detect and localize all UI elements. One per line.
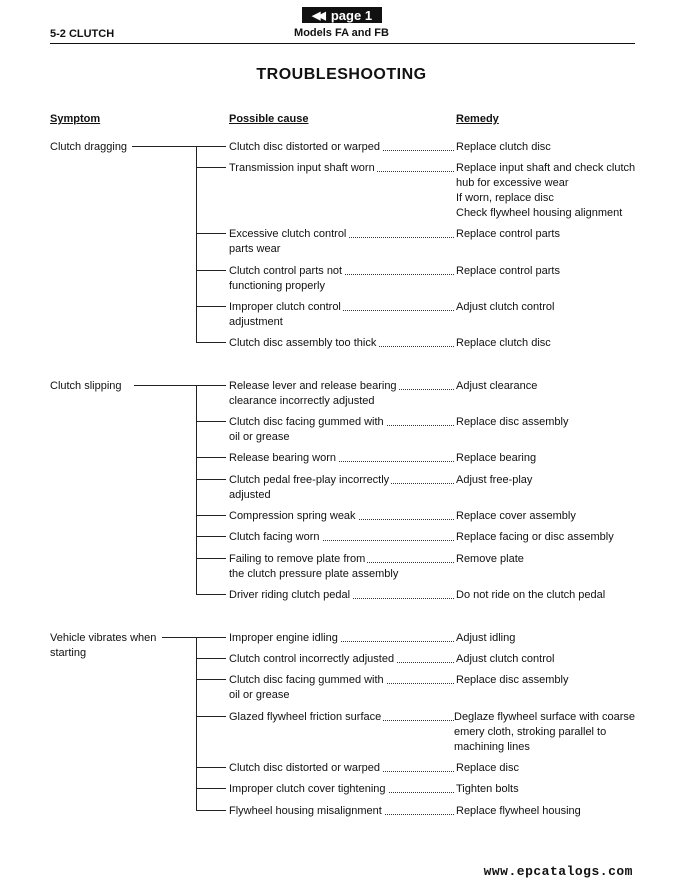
- bracket-vertical-line: [196, 637, 197, 810]
- cause-text: [229, 710, 383, 725]
- bracket-branch-line: [196, 788, 226, 789]
- cause-line: oil or grease: [229, 689, 290, 701]
- header-divider: [50, 43, 635, 44]
- remedy-text: Replace disc assembly: [456, 416, 569, 428]
- bracket-branch-line: [196, 637, 226, 638]
- bracket-vertical-line: [196, 146, 197, 342]
- bracket-branch-line: [196, 594, 226, 595]
- remedy-text: Replace disc: [456, 762, 519, 774]
- remedy-text: Do not ride on the clutch pedal: [456, 589, 606, 601]
- bracket-branch-line: [196, 479, 226, 480]
- bracket-branch-line: [196, 167, 226, 168]
- cause-line: Improper engine idling: [229, 632, 338, 644]
- cause-text: [229, 567, 400, 582]
- cause-line: Release bearing worn: [229, 452, 337, 464]
- remedy-text: Replace control parts: [456, 265, 560, 277]
- remedy-text: Replace facing or disc assembly: [456, 531, 614, 543]
- bracket-vertical-line: [196, 385, 197, 594]
- remedy-text: Adjust free-play: [456, 474, 533, 486]
- symptom-connector-line: [132, 146, 196, 147]
- remedy-text: Replace cover assembly: [456, 510, 576, 522]
- remedy-text: Tighten bolts: [456, 783, 519, 795]
- bracket-branch-line: [196, 421, 226, 422]
- bracket-branch-line: [196, 658, 226, 659]
- cause-line: Clutch control incorrectly adjusted: [229, 653, 395, 665]
- remedy-text: Replace control parts: [456, 228, 560, 240]
- symptom-column-header: Symptom: [50, 113, 101, 125]
- bracket-branch-line: [196, 385, 226, 386]
- cause-text: [229, 782, 388, 797]
- cause-text: [229, 242, 282, 257]
- cause-line: clearance incorrectly adjusted: [229, 395, 375, 407]
- cause-line: Clutch disc facing gummed with: [229, 674, 384, 686]
- page-link-label: page 1: [330, 7, 373, 23]
- cause-text: [229, 140, 382, 155]
- cause-line: adjustment: [229, 316, 283, 328]
- cause-text: [229, 509, 358, 524]
- cause-line: parts wear: [229, 243, 281, 255]
- symptom-text: starting: [50, 647, 87, 659]
- cause-line: Clutch facing worn: [229, 531, 320, 543]
- remedy-text: Deglaze flywheel surface with coarse: [454, 711, 635, 723]
- cause-text: [229, 264, 344, 279]
- cause-line: Clutch pedal free-play incorrectly: [229, 474, 390, 486]
- remedy-text: If worn, replace disc: [456, 192, 554, 204]
- cause-text: [229, 336, 378, 351]
- cause-text: [229, 552, 367, 567]
- cause-text: [229, 451, 338, 466]
- remedy-text: Replace clutch disc: [456, 337, 551, 349]
- cause-text: [229, 394, 377, 409]
- cause-text: [229, 300, 343, 315]
- page-1-link-button[interactable]: [302, 7, 382, 23]
- cause-line: Release lever and release bearing: [229, 380, 397, 392]
- cause-column-header: Possible cause: [229, 113, 309, 125]
- cause-line: Compression spring weak: [229, 510, 356, 522]
- cause-line: Clutch disc distorted or warped: [229, 762, 381, 774]
- remedy-text: Adjust clutch control: [456, 653, 555, 665]
- remedy-text: Adjust clearance: [456, 380, 538, 392]
- cause-line: Improper clutch cover tightening: [229, 783, 386, 795]
- cause-text: [229, 227, 348, 242]
- cause-line: Excessive clutch control: [229, 228, 347, 240]
- bracket-branch-line: [196, 767, 226, 768]
- cause-text: [229, 673, 386, 688]
- cause-text: [229, 315, 285, 330]
- remedy-text: Replace input shaft and check clutch: [456, 162, 636, 174]
- cause-text: [229, 804, 384, 819]
- symptom-connector-line: [162, 637, 196, 638]
- cause-line: functioning properly: [229, 280, 326, 292]
- models-label: Models FA and FB: [294, 27, 389, 39]
- remedy-text: emery cloth, stroking parallel to: [454, 726, 607, 738]
- double-left-arrow-icon: ◀◀: [311, 9, 323, 22]
- remedy-text: Remove plate: [456, 553, 524, 565]
- cause-line: Clutch control parts not: [229, 265, 343, 277]
- cause-text: [229, 473, 391, 488]
- cause-line: Clutch disc facing gummed with: [229, 416, 384, 428]
- cause-text: [229, 652, 396, 667]
- bracket-branch-line: [196, 810, 226, 811]
- remedy-text: Replace bearing: [456, 452, 537, 464]
- cause-text: [229, 530, 322, 545]
- bracket-branch-line: [196, 536, 226, 537]
- bracket-branch-line: [196, 233, 226, 234]
- cause-text: [229, 631, 340, 646]
- cause-text: [229, 161, 377, 176]
- bracket-branch-line: [196, 679, 226, 680]
- bracket-branch-line: [196, 716, 226, 717]
- bracket-branch-line: [196, 146, 226, 147]
- bracket-branch-line: [196, 306, 226, 307]
- symptom-connector-line: [134, 385, 196, 386]
- cause-line: Failing to remove plate from: [229, 553, 366, 565]
- cause-line: Transmission input shaft worn: [229, 162, 375, 174]
- bracket-branch-line: [196, 515, 226, 516]
- cause-text: [229, 588, 352, 603]
- remedy-text: hub for excessive wear: [456, 177, 569, 189]
- cause-text: [229, 688, 292, 703]
- bracket-branch-line: [196, 270, 226, 271]
- symptom-text: Clutch dragging: [50, 141, 128, 153]
- bracket-branch-line: [196, 457, 226, 458]
- cause-text: [229, 379, 399, 394]
- cause-line: Flywheel housing misalignment: [229, 805, 382, 817]
- section-label: 5-2 CLUTCH: [50, 28, 115, 40]
- cause-line: adjusted: [229, 489, 271, 501]
- remedy-text: Adjust clutch control: [456, 301, 555, 313]
- symptom-text: Vehicle vibrates when: [50, 632, 157, 644]
- cause-line: Driver riding clutch pedal: [229, 589, 351, 601]
- cause-text: [229, 279, 327, 294]
- remedy-text: machining lines: [454, 741, 530, 753]
- remedy-text: Replace clutch disc: [456, 141, 551, 153]
- footer-url-link[interactable]: www.epcatalogs.com: [483, 864, 633, 879]
- page-title: TROUBLESHOOTING: [256, 66, 427, 83]
- cause-text: [229, 488, 273, 503]
- remedy-text: Replace flywheel housing: [456, 805, 581, 817]
- cause-line: oil or grease: [229, 431, 290, 443]
- cause-line: Clutch disc distorted or warped: [229, 141, 381, 153]
- remedy-text: Replace disc assembly: [456, 674, 569, 686]
- cause-text: [229, 415, 386, 430]
- cause-line: Clutch disc assembly too thick: [229, 337, 377, 349]
- remedy-text: Check flywheel housing alignment: [456, 207, 623, 219]
- remedy-text: Adjust idling: [456, 632, 516, 644]
- symptom-text: Clutch slipping: [50, 380, 122, 392]
- cause-text: [229, 761, 382, 776]
- cause-text: [229, 430, 292, 445]
- cause-line: the clutch pressure plate assembly: [229, 568, 399, 580]
- cause-line: Glazed flywheel friction surface: [229, 711, 382, 723]
- cause-line: Improper clutch control: [229, 301, 341, 313]
- bracket-branch-line: [196, 342, 226, 343]
- bracket-branch-line: [196, 558, 226, 559]
- remedy-column-header: Remedy: [456, 113, 499, 125]
